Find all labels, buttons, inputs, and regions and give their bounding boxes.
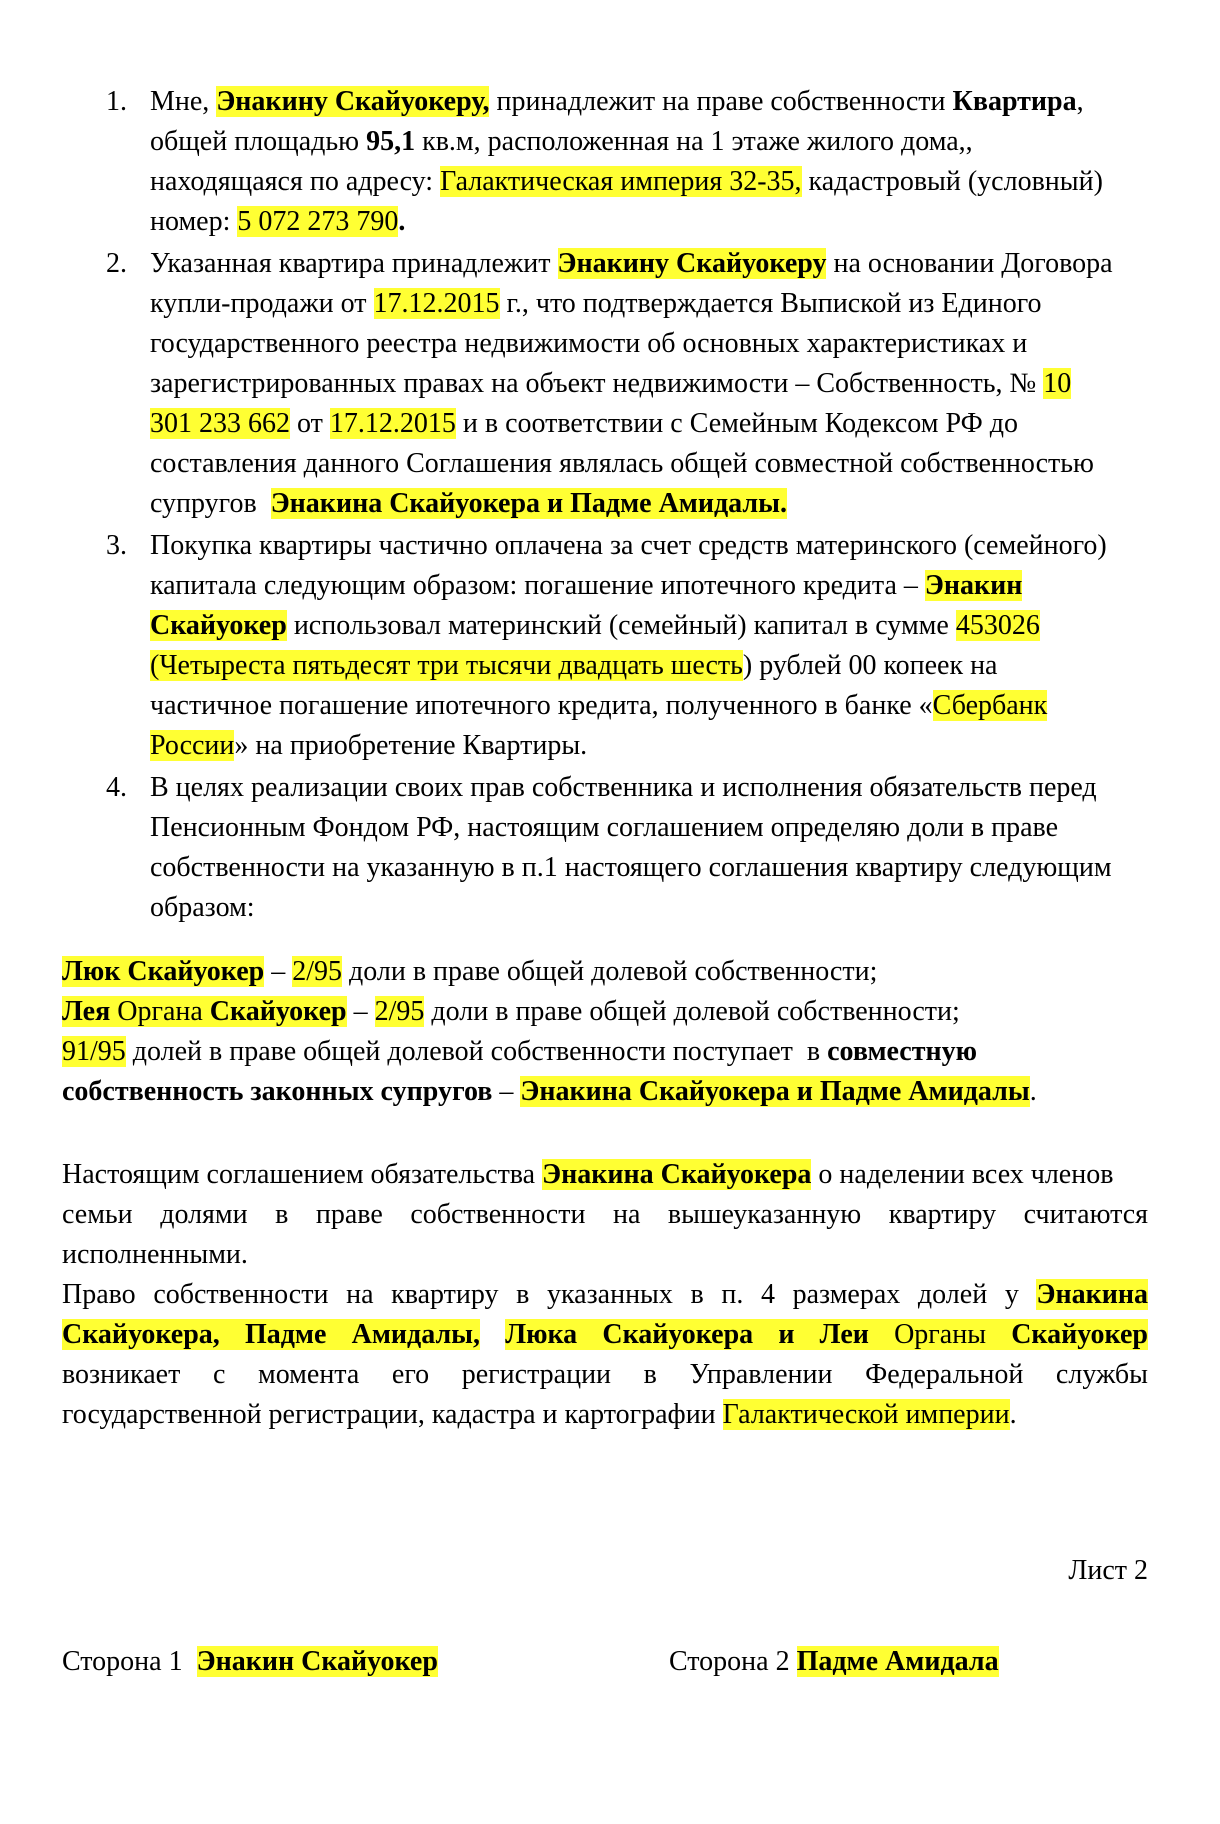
item-2-line-5: 301 233 662 от 17.12.2015 и в соответствии с Семейным Кодексом РФ до bbox=[150, 408, 1018, 439]
para1-line-3: исполненными. bbox=[62, 1239, 248, 1270]
item-1-line-1: Мне, Энакину Скайуокеру, принадлежит на праве собственности Квартира, bbox=[150, 86, 1084, 117]
item-3-line-6: России» на приобретение Квартиры. bbox=[150, 730, 588, 761]
list-number: 1. bbox=[106, 86, 127, 117]
item-4-line-2: Пенсионным Фондом РФ, настоящим соглашением определяю доли в праве bbox=[150, 812, 1059, 843]
item-1-line-3: находящаяся по адресу: Галактическая империя 32-35, кадастровый (условный) bbox=[150, 166, 1103, 197]
signature-party-2: Сторона 2 Падме Амидала bbox=[669, 1646, 999, 1677]
item-1-line-2: общей площадью 95,1 кв.м, расположенная на 1 этаже жилого дома,, bbox=[150, 126, 973, 157]
share-line-4: собственность законных супругов – Энакина Скайуокера и Падме Амидалы. bbox=[62, 1076, 1037, 1107]
item-3-line-3: Скайуокер использовал материнский (семейный) капитал в сумме 453026 bbox=[150, 610, 1040, 641]
item-4-line-3: собственности на указанную в п.1 настоящего соглашения квартиру следующим bbox=[150, 852, 1112, 883]
list-number: 4. bbox=[106, 772, 127, 803]
share-line-1: Люк Скайуокер – 2/95 доли в праве общей долевой собственности; bbox=[62, 956, 878, 987]
share-line-3: 91/95 долей в праве общей долевой собственности поступает в совместную bbox=[62, 1036, 978, 1067]
signature-party-1: Сторона 1 Энакин Скайуокер bbox=[62, 1646, 438, 1677]
share-line-2: Лея Органа Скайуокер – 2/95 доли в праве общей долевой собственности; bbox=[62, 996, 960, 1027]
item-1-line-4: номер: 5 072 273 790. bbox=[150, 206, 406, 237]
item-2-line-6: составления данного Соглашения являлась общей совместной собственностью bbox=[150, 448, 1094, 479]
para1-line-2: семьи долями в праве собственности на вышеуказанную квартиру считаются bbox=[62, 1199, 1148, 1230]
page-number: Лист 2 bbox=[1068, 1555, 1148, 1586]
list-number: 3. bbox=[106, 530, 127, 561]
para2-line-2: Скайуокера, Падме Амидалы, Люка Скайуокера и Леи Органы Скайуокер bbox=[62, 1319, 1148, 1350]
item-2-line-3: государственного реестра недвижимости об основных характеристиках и bbox=[150, 328, 1028, 359]
item-2-line-2: купли-продажи от 17.12.2015 г., что подтверждается Выпиской из Единого bbox=[150, 288, 1042, 319]
para2-line-3: возникает с момента его регистрации в Управлении Федеральной службы bbox=[62, 1359, 1148, 1390]
para2-line-4: государственной регистрации, кадастра и картографии Галактической империи. bbox=[62, 1399, 1017, 1430]
item-3-line-5: частичное погашение ипотечного кредита, полученного в банке «Сбербанк bbox=[150, 690, 1048, 721]
item-4-line-1: В целях реализации своих прав собственника и исполнения обязательств перед bbox=[150, 772, 1097, 803]
item-3-line-2: капитала следующим образом: погашение ипотечного кредита – Энакин bbox=[150, 570, 1023, 601]
item-2-line-1: Указанная квартира принадлежит Энакину Скайуокеру на основании Договора bbox=[150, 248, 1113, 279]
para2-line-1: Право собственности на квартиру в указанных в п. 4 размерах долей у Энакина bbox=[62, 1279, 1148, 1310]
item-3-line-1: Покупка квартиры частично оплачена за счет средств материнского (семейного) bbox=[150, 530, 1107, 561]
item-4-line-4: образом: bbox=[150, 892, 255, 923]
item-2-line-7: супругов Энакина Скайуокера и Падме Амидалы. bbox=[150, 488, 787, 519]
para1-line-1: Настоящим соглашением обязательства Энакина Скайуокера о наделении всех членов bbox=[62, 1159, 1114, 1190]
item-3-line-4: (Четыреста пятьдесят три тысячи двадцать шесть) рублей 00 копеек на bbox=[150, 650, 998, 681]
item-2-line-4: зарегистрированных правах на объект недвижимости – Собственность, № 10 bbox=[150, 368, 1072, 399]
list-number: 2. bbox=[106, 248, 127, 279]
